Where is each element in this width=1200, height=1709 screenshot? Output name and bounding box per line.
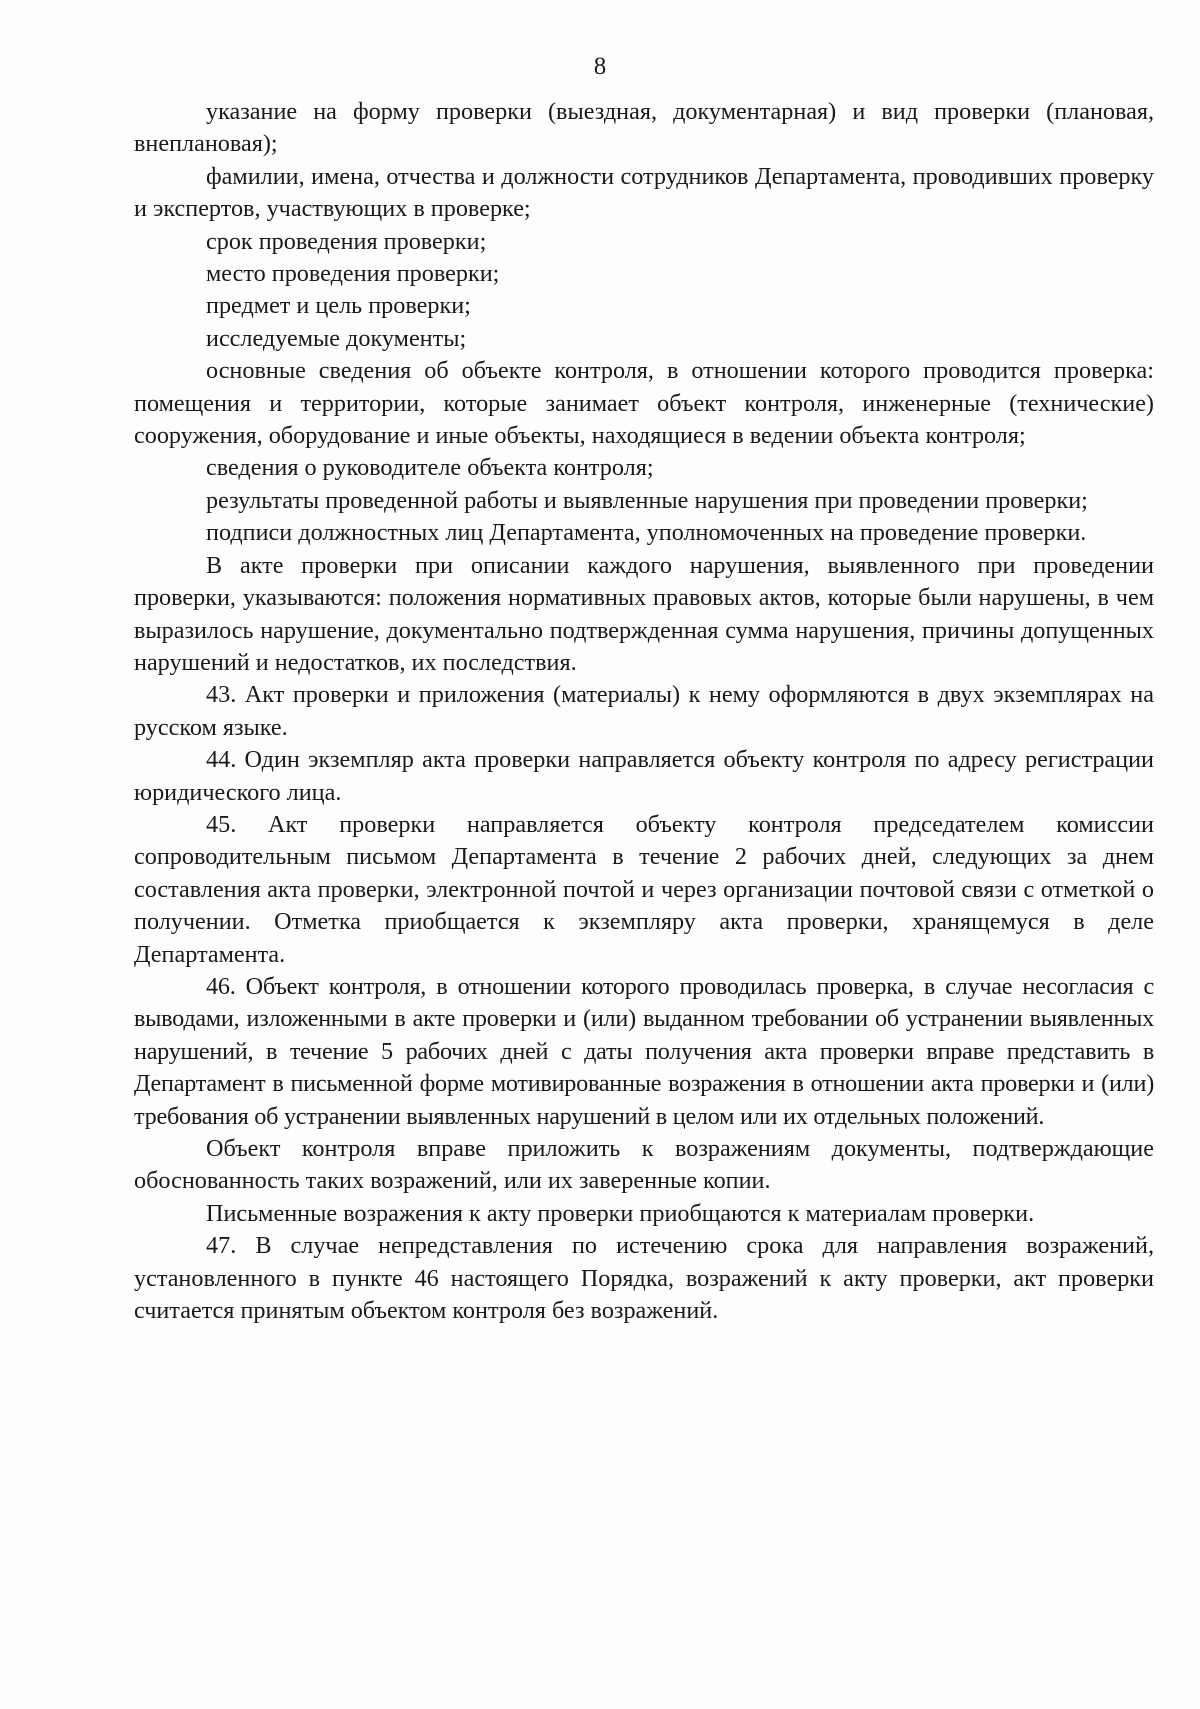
paragraph-objection-documents: Объект контроля вправе приложить к возражениям документы, подтверждающие обоснованность таких возражений, или их заверенные копии.	[134, 1135, 1154, 1195]
paragraph-item-45: 45. Акт проверки направляется объекту контроля председателем комиссии сопроводительным письмом Департамента в течение 2 рабочих дней, следующих за днем составления акта проверки, электронной почтой и через организации почтовой связи с отметкой о получении. Отметка приобщается к экземпляру акта проверки, хранящемуся в деле Департамента.	[134, 810, 1154, 968]
paragraph-inspection-place: место проведения проверки;	[206, 260, 500, 288]
paragraph-inspection-period: срок проведения проверки;	[206, 227, 487, 255]
paragraph-signatures: подписи должностных лиц Департамента, уполномоченных на проведение проверки.	[206, 519, 1087, 547]
paragraph-inspection-subject: предмет и цель проверки;	[206, 292, 471, 320]
paragraph-violation-description: В акте проверки при описании каждого нарушения, выявленного при проведении проверки, указываются: положения нормативных правовых актов, которые были нарушены, в чем выразилось нарушение, документально подтвержденная сумма нарушения, причины допущенных нарушений и недостатков, их последствия.	[134, 551, 1154, 676]
paragraph-inspection-form: указание на форму проверки (выездная, документарная) и вид проверки (плановая, внеплановая);	[134, 98, 1154, 158]
paragraph-examined-documents: исследуемые документы;	[206, 324, 467, 352]
paragraph-item-46: 46. Объект контроля, в отношении которого проводилась проверка, в случае несогласия с выводами, изложенными в акте проверки и (или) выданном требовании об устранении выявленных нарушений, в течение 5 рабочих дней с даты получения акта проверки вправе представить в Департамент в письменной форме мотивированные возражения в отношении акта проверки и (или) требования об устранении выявленных нарушений в целом или их отдельных положений.	[134, 972, 1154, 1130]
paragraph-item-47: 47. В случае непредставления по истечению срока для направления возражений, установленного в пункте 46 настоящего Порядка, возражений к акту проверки, акт проверки считается принятым объектом контроля без возражений.	[134, 1232, 1154, 1325]
paragraph-item-44: 44. Один экземпляр акта проверки направляется объекту контроля по адресу регистрации юридического лица.	[134, 746, 1154, 806]
paragraph-inspectors-names: фамилии, имена, отчества и должности сотрудников Департамента, проводивших проверку и экспертов, участвующих в проверке;	[134, 162, 1154, 223]
page-number: 8	[593, 53, 607, 80]
paragraph-manager-info: сведения о руководителе объекта контроля;	[206, 454, 654, 482]
paragraph-item-43: 43. Акт проверки и приложения (материалы) к нему оформляются в двух экземплярах на русском языке.	[134, 681, 1154, 741]
document-body	[134, 96, 1154, 1327]
paragraph-results: результаты проведенной работы и выявленные нарушения при проведении проверки;	[206, 486, 1088, 514]
paragraph-object-info: основные сведения об объекте контроля, в отношении которого проводится проверка: помещения и территории, которые занимает объект контроля, инженерные (технические) сооружения, оборудование и иные объекты, находящиеся в ведении объекта контроля;	[134, 357, 1154, 450]
paragraph-written-objections: Письменные возражения к акту проверки приобщаются к материалам проверки.	[206, 1199, 1035, 1227]
